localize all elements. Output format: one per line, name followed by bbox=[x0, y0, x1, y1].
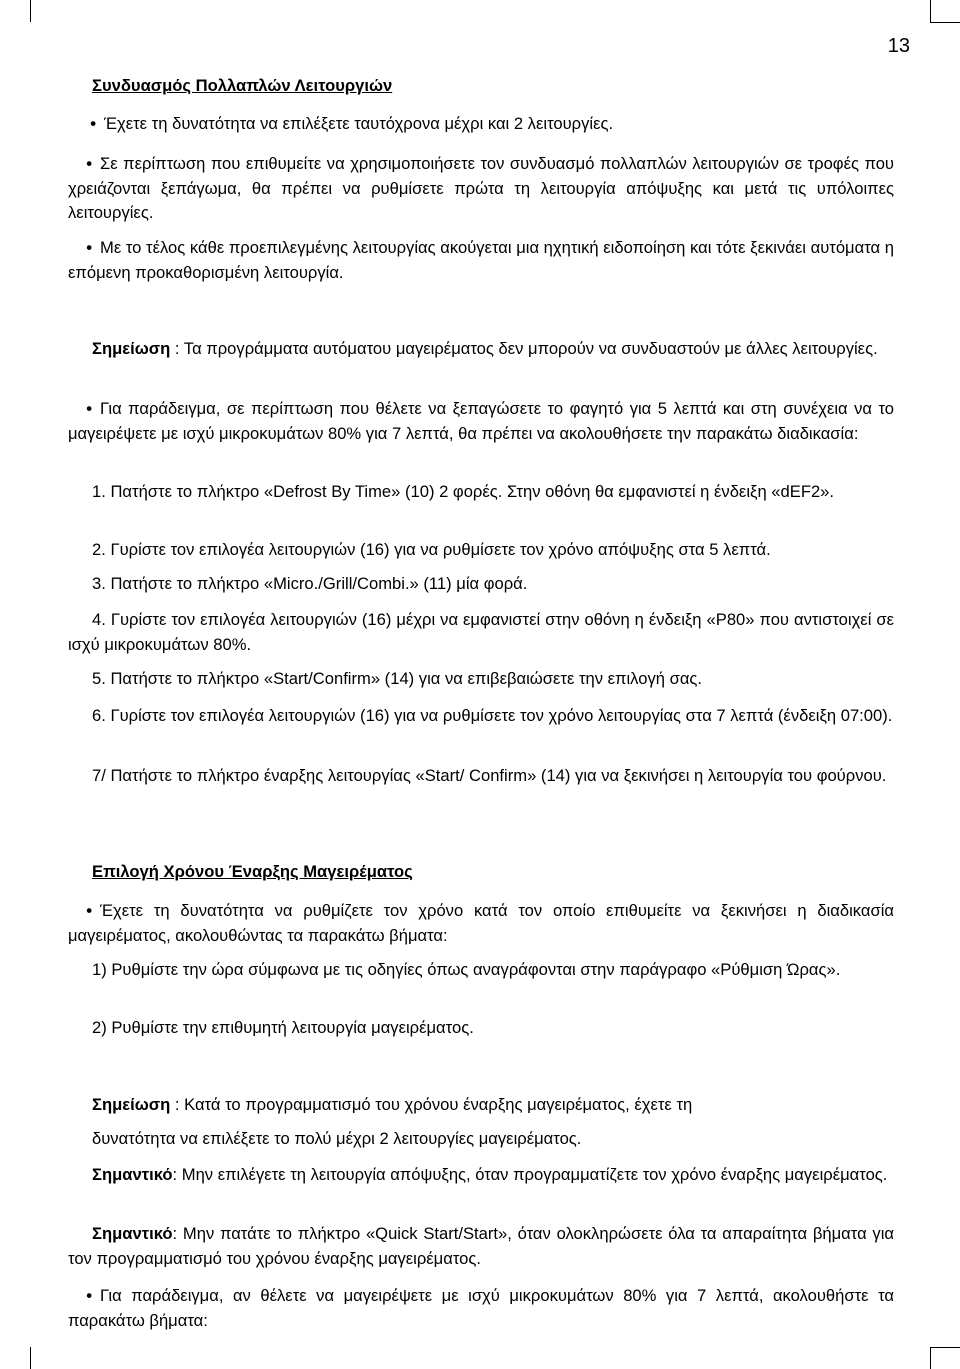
example-paragraph bbox=[68, 1284, 894, 1333]
section-heading: Συνδυασμός Πολλαπλών Λειτουργιών bbox=[92, 76, 393, 95]
important-paragraph bbox=[68, 1163, 894, 1188]
bullet-icon bbox=[68, 238, 100, 257]
crop-mark bbox=[930, 1347, 960, 1348]
bullet-text: Με το τέλος κάθε προεπιλεγμένης λειτουργίας ακούγεται μια ηχητική ειδοποίηση και τότε ξεκινάει αυτόματα η επόμενη προκαθορισμένη λειτουργία. bbox=[68, 238, 894, 282]
crop-mark bbox=[930, 22, 960, 23]
step-item bbox=[68, 764, 894, 789]
crop-mark bbox=[930, 1347, 931, 1369]
step-text: 1) Ρυθμίστε την ώρα σύμφωνα με τις οδηγίες όπως αναγράφονται στην παράγραφο «Ρύθμιση Ώρας». bbox=[92, 960, 841, 979]
bullet-item bbox=[68, 152, 894, 226]
important-paragraph bbox=[68, 1222, 894, 1271]
crop-mark bbox=[30, 1347, 31, 1369]
step-text: 5. Πατήστε το πλήκτρο «Start/Confirm» (14) για να επιβεβαιώσετε την επιλογή σας. bbox=[92, 669, 703, 688]
step-item bbox=[68, 704, 894, 729]
step-text: 4. Γυρίστε τον επιλογέα λειτουργιών (16) μέχρι να εμφανιστεί στην οθόνη η ένδειξη «P80» που αντιστοιχεί σε ισχύ μικροκυμάτων 80%. bbox=[68, 610, 894, 654]
bullet-item: • Έχετε τη δυνατότητα να επιλέξετε ταυτόχρονα μέχρι και 2 λειτουργίες. bbox=[72, 112, 898, 137]
page-number: 13 bbox=[887, 35, 910, 57]
example-text: Για παράδειγμα, σε περίπτωση που θέλετε να ξεπαγώσετε το φαγητό για 5 λεπτά και στη συνέχεια να το μαγειρέψετε με ισχύ μικροκυμάτων 80% για 7 λεπτά, θα πρέπει να ακολουθήσετε την παρακάτω διαδικασία: bbox=[68, 399, 894, 443]
bullet-text: Σε περίπτωση που επιθυμείτε να χρησιμοποιήσετε τον συνδυασμό πολλαπλών λειτουργιών σε τροφές που χρειάζονται ξεπάγωμα, θα πρέπει να ρυθμίσετε πρώτα τη λειτουργία απόψυξης και μετά τις υπόλοιπες λειτουργίες. bbox=[68, 154, 894, 222]
example-paragraph bbox=[68, 397, 894, 446]
note-paragraph: δυνατότητα να επιλέξετε το πολύ μέχρι 2 λειτουργίες μαγειρέματος. bbox=[92, 1129, 582, 1148]
step-text: 7/ Πατήστε το πλήκτρο έναρξης λειτουργίας «Start/ Confirm» (14) για να ξεκινήσει η λειτουργία του φούρνου. bbox=[92, 766, 887, 785]
step-text: 3. Πατήστε το πλήκτρο «Micro./Grill/Combi.» (11) μία φορά. bbox=[92, 574, 528, 593]
step-text: 2. Γυρίστε τον επιλογέα λειτουργιών (16) για να ρυθμίσετε τον χρόνο απόψυξης στα 5 λεπτά. bbox=[92, 540, 771, 559]
bullet-item bbox=[68, 899, 894, 948]
crop-mark bbox=[930, 0, 931, 22]
important-label: Σημαντικό bbox=[92, 1165, 173, 1184]
note-paragraph bbox=[92, 1093, 918, 1118]
step-item bbox=[68, 538, 894, 563]
bullet-icon bbox=[68, 1286, 100, 1305]
section-heading: Επιλογή Χρόνου Έναρξης Μαγειρέματος bbox=[92, 862, 413, 881]
important-label: Σημαντικό bbox=[92, 1224, 173, 1243]
important-text: : Μην πατάτε το πλήκτρο «Quick Start/Start», όταν ολοκληρώσετε όλα τα απαραίτητα βήματα για τον προγραμματισμό του χρόνου έναρξης μαγειρέματος. bbox=[68, 1224, 894, 1268]
note-text: : Κατά το προγραμματισμό του χρόνου έναρξης μαγειρέματος, έχετε τη bbox=[170, 1095, 693, 1114]
note-text: : Τα προγράμματα αυτόματου μαγειρέματος δεν μπορούν να συνδυαστούν με άλλες λειτουργίες. bbox=[170, 339, 878, 358]
bullet-icon bbox=[68, 154, 100, 173]
step-item bbox=[68, 1016, 894, 1041]
note-label: Σημείωση bbox=[92, 1095, 171, 1114]
step-item bbox=[68, 572, 894, 597]
note-paragraph bbox=[68, 337, 894, 362]
important-text: : Μην επιλέγετε τη λειτουργία απόψυξης, όταν προγραμματίζετε τον χρόνο έναρξης μαγειρέματος. bbox=[172, 1165, 888, 1184]
crop-mark bbox=[30, 0, 31, 22]
step-item bbox=[68, 667, 894, 692]
step-text: 2) Ρυθμίστε την επιθυμητή λειτουργία μαγειρέματος. bbox=[92, 1018, 474, 1037]
step-text: 1. Πατήστε το πλήκτρο «Defrost By Time» (10) 2 φορές. Στην οθόνη θα εμφανιστεί η ένδειξη «dEF2». bbox=[92, 482, 835, 501]
bullet-icon bbox=[68, 901, 100, 920]
step-text: 6. Γυρίστε τον επιλογέα λειτουργιών (16) για να ρυθμίσετε τον χρόνο λειτουργίας στα 7 λεπτά (ένδειξη 07:00). bbox=[92, 706, 893, 725]
note-label: Σημείωση bbox=[92, 339, 171, 358]
bullet-icon bbox=[68, 399, 100, 418]
step-item bbox=[68, 608, 894, 657]
step-item bbox=[68, 958, 894, 983]
bullet-text: Έχετε τη δυνατότητα να ρυθμίζετε τον χρόνο κατά τον οποίο επιθυμείτε να ξεκινήσει η διαδικασία μαγειρέματος, ακολουθώντας τα παρακάτω βήματα: bbox=[68, 901, 894, 945]
step-item bbox=[68, 480, 894, 505]
example-text: Για παράδειγμα, αν θέλετε να μαγειρέψετε με ισχύ μικροκυμάτων 80% για 7 λεπτά, ακολουθήστε τα παρακάτω βήματα: bbox=[68, 1286, 894, 1330]
bullet-item bbox=[68, 236, 894, 285]
